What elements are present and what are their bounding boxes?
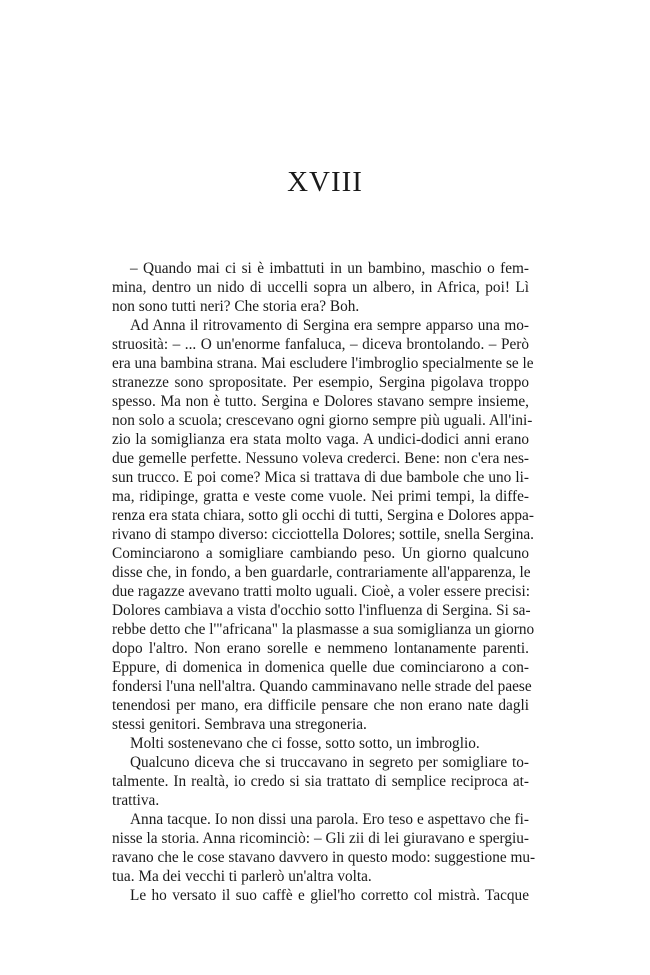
text-line: zio la somiglianza era stata molto vaga. A undici-dodici anni erano <box>112 431 529 448</box>
text-line: tua. Ma dei vecchi ti parlerò un'altra volta. <box>112 868 372 885</box>
text-line: struosità: – ... O un'enorme fanfaluca, – diceva brontolando. – Però <box>112 336 529 353</box>
text-line: nisse la storia. Anna ricominciò: – Gli zii di lei giuravano e spergiu- <box>112 830 529 847</box>
text-line: due gemelle perfette. Nessuno voleva crederci. Bene: non c'era nes- <box>112 450 529 467</box>
text-line: stranezze sono spropositate. Per esempio, Sergina pigolava troppo <box>112 374 529 391</box>
text-line: rivano di stampo diverso: cicciottella Dolores; sottile, snella Sergina. <box>112 526 534 543</box>
body-text <box>112 259 536 905</box>
text-line: trattiva. <box>112 792 160 809</box>
text-line: sun trucco. E poi come? Mica si trattava di due bambole che uno li- <box>112 469 529 486</box>
text-line: dopo l'altro. Non erano sorelle e nemmeno lontanamente parenti. <box>112 640 529 657</box>
text-line: era una bambina strana. Mai escludere l'imbroglio specialmente se le <box>112 355 534 372</box>
paragraph-6 <box>112 886 529 905</box>
text-line: fondersi l'una nell'altra. Quando camminavano nelle strade del paese <box>112 678 532 695</box>
text-line: mina, dentro un nido di uccelli sopra un albero, in Africa, poi! Lì <box>112 279 529 296</box>
text-line: spesso. Ma non è tutto. Sergina e Dolores stavano sempre insieme, <box>112 393 529 410</box>
paragraph-2 <box>112 316 535 734</box>
text-line: Molti sostenevano che ci fosse, sotto sotto, un imbroglio. <box>130 735 480 752</box>
text-line: renza era stata chiara, sotto gli occhi di tutti, Sergina e Dolores appa- <box>112 507 534 524</box>
paragraph-3 <box>112 734 529 753</box>
text-line: Qualcuno diceva che si truccavano in segreto per somigliare to- <box>130 754 529 771</box>
text-line: Ad Anna il ritrovamento di Sergina era sempre apparso una mo- <box>130 317 529 334</box>
text-line: ravano che le cose stavano davvero in questo modo: suggestione mu- <box>112 849 536 866</box>
paragraph-4 <box>112 753 529 810</box>
text-line: tenendosi per mano, era difficile pensare che non erano nate dagli <box>112 697 529 714</box>
text-line: Anna tacque. Io non dissi una parola. Ero teso e aspettavo che fi- <box>130 811 529 828</box>
text-line: talmente. In realtà, io credo si sia trattato di semplice reciproca at- <box>112 773 529 790</box>
text-line: – Quando mai ci si è imbattuti in un bambino, maschio o fem- <box>130 260 529 277</box>
text-line: non solo a scuola; crescevano ogni giorno sempre più uguali. All'ini- <box>112 412 533 429</box>
text-line: non sono tutti neri? Che storia era? Boh. <box>112 298 360 315</box>
text-line: Cominciarono a somigliare cambiando peso. Un giorno qualcuno <box>112 545 529 562</box>
chapter-title: XVIII <box>287 166 363 198</box>
text-line: disse che, in fondo, a ben guardarle, contrariamente all'apparenza, le <box>112 564 531 581</box>
text-line: stessi genitori. Sembrava una stregoneria. <box>112 716 367 733</box>
paragraph-1 <box>112 259 529 316</box>
text-line: rebbe detto che l'"africana" la plasmasse a sua somiglianza un giorno <box>112 621 535 638</box>
text-line: Le ho versato il suo caffè e gliel'ho corretto col mistrà. Tacque <box>130 887 529 904</box>
text-line: due ragazze avevano tratti molto uguali. Cioè, a voler essere precisi: <box>112 583 530 600</box>
text-line: ma, ridipinge, gratta e veste come vuole. Nei primi tempi, la diffe- <box>112 488 529 505</box>
paragraph-5 <box>112 810 536 886</box>
text-line: Eppure, di domenica in domenica quelle due cominciarono a con- <box>112 659 529 676</box>
text-line: Dolores cambiava a vista d'occhio sotto l'influenza di Sergina. Si sa- <box>112 602 531 619</box>
